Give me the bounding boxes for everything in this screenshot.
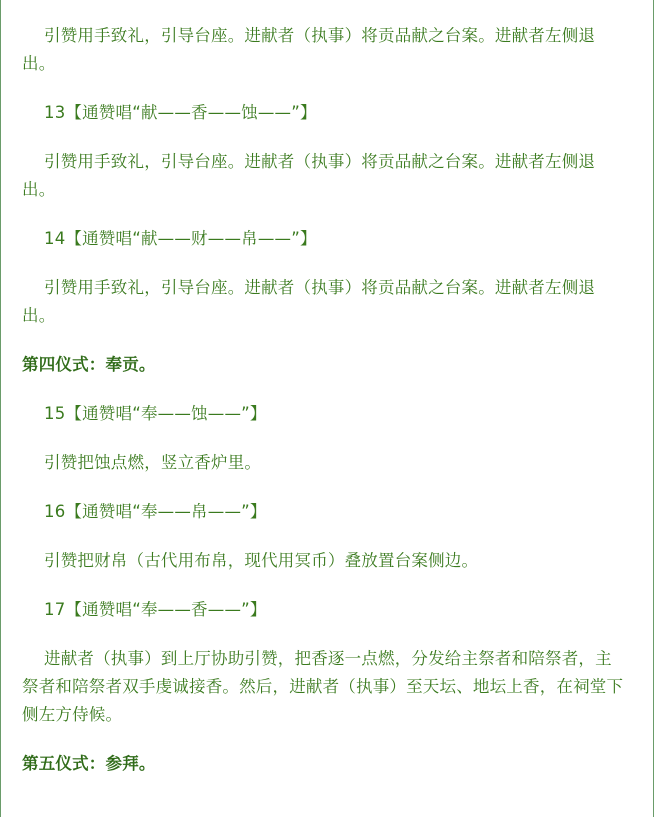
paragraph: 引赞把财帛（古代用布帛，现代用冥币）叠放置台案侧边。 bbox=[44, 551, 479, 570]
paragraph: 进献者（执事）到上厅协助引赞，把香逐一点燃，分发给主祭者和陪祭者，主祭者和陪祭者双手虔诚接香。然后，进献者（执事）至天坛、地坛上香，在祠堂下侧左方侍候。 bbox=[22, 649, 624, 724]
paragraph: 引赞用手致礼，引导台座。进献者（执事）将贡品献之台案。进献者左侧退出。 bbox=[22, 26, 596, 73]
paragraph: 17【通赞唱“奉——香——”】 bbox=[44, 600, 267, 619]
paragraph: 16【通赞唱“奉——帛——”】 bbox=[44, 502, 267, 521]
paragraph: 14【通赞唱“献——财——帛——”】 bbox=[44, 229, 317, 248]
paragraph: 15【通赞唱“奉——蚀——”】 bbox=[44, 404, 267, 423]
article-body bbox=[22, 22, 626, 799]
paragraph: 13【通赞唱“献——香——蚀——”】 bbox=[44, 103, 317, 122]
paragraph: 引赞用手致礼，引导台座。进献者（执事）将贡品献之台案。进献者左侧退出。 bbox=[22, 278, 596, 325]
paragraph: 引赞用手致礼，引导台座。进献者（执事）将贡品献之台案。进献者左侧退出。 bbox=[22, 152, 596, 199]
paragraph: 引赞把蚀点燃，竖立香炉里。 bbox=[44, 453, 262, 472]
section-heading: 第五仪式：参拜。 bbox=[22, 754, 156, 773]
section-heading: 第四仪式：奉贡。 bbox=[22, 355, 156, 374]
